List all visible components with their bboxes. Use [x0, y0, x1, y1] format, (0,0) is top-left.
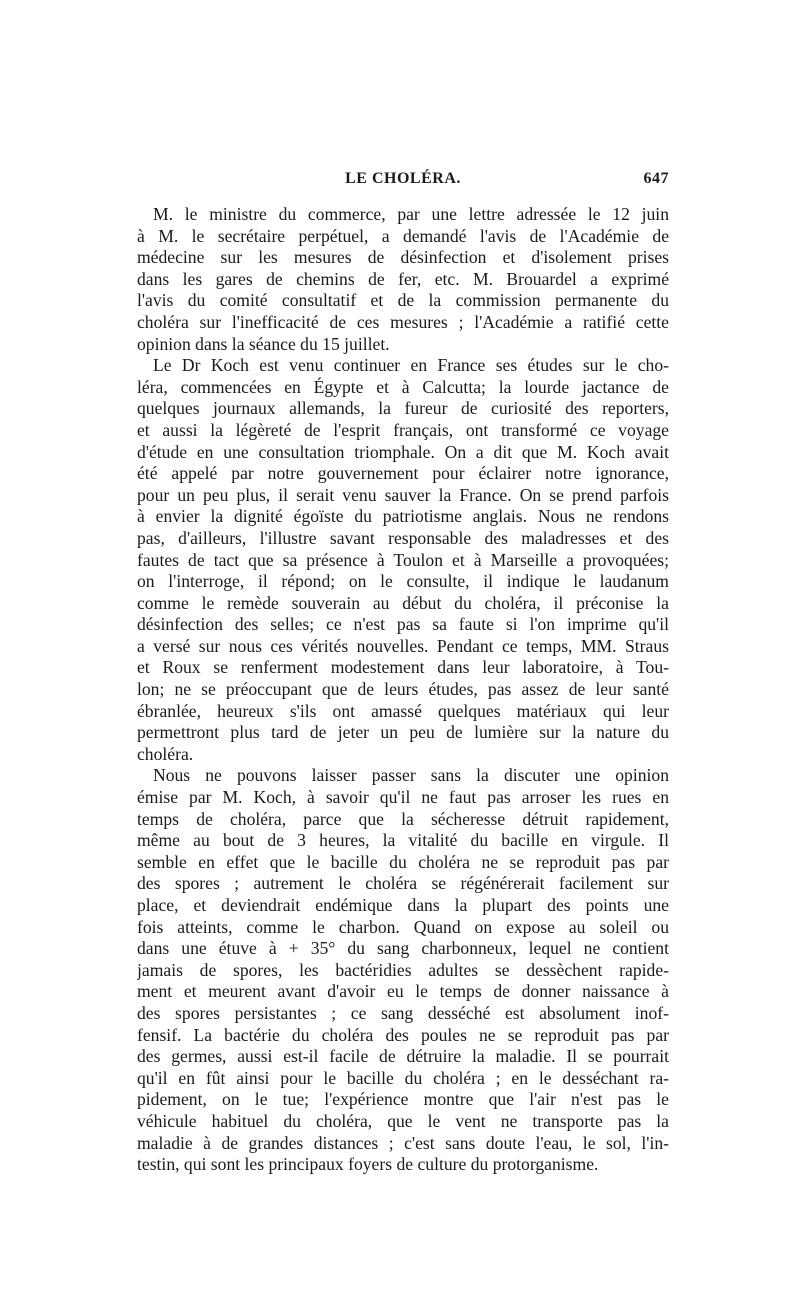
text-line: place, et deviendrait endémique dans la plupart des points une — [137, 895, 669, 915]
text-line: et Roux se renferment modestement dans leur laboratoire, à Tou- — [137, 657, 669, 678]
text-line: ment et meurent avant d'avoir eu le temps de donner naissance à — [137, 981, 669, 1002]
text-line: véhicule habituel du choléra, que le vent ne transporte pas la — [137, 1110, 669, 1131]
paragraph — [137, 204, 669, 355]
text-line: même au bout de 3 heures, la vitalité du bacille en virgule. Il — [137, 830, 669, 851]
text-line: testin, qui sont les principaux foyers de culture du protorganisme. — [137, 1154, 599, 1175]
text-line: l'avis du comité consultatif et de la commission permanente du — [137, 290, 669, 311]
text-line: des germes, aussi est-il facile de détruire la maladie. Il se pourrait — [137, 1046, 669, 1067]
text-line: choléra sur l'inefficacité de ces mesures ; l'Académie a ratifié cette — [137, 311, 669, 332]
body-text — [137, 204, 669, 1176]
text-line: d'étude en une consultation triomphale. On a dit que M. Koch avait — [137, 441, 669, 462]
text-line: été appelé par notre gouvernement pour éclairer notre ignorance, — [137, 463, 669, 484]
text-line: semble en effet que le bacille du choléra ne se reproduit pas par — [137, 851, 669, 872]
text-line: fensif. La bactérie du choléra des poules ne se reproduit pas par — [137, 1024, 669, 1045]
text-line: dans les gares de chemins de fer, etc. M. Brouardel a exprimé — [137, 268, 669, 289]
text-line: des spores ; autrement le choléra se régénérerait facilement sur — [137, 873, 669, 894]
text-line: à envier la dignité égoïste du patriotisme anglais. Nous ne rendons — [137, 506, 669, 527]
text-line: et aussi la légèreté de l'esprit français, ont transformé ce voyage — [137, 419, 669, 440]
running-title: LE CHOLÉRA. — [345, 170, 461, 187]
text-line: ébranlée, heureux s'ils ont amassé quelques matériaux qui leur — [137, 700, 669, 721]
text-line: qu'il en fût ainsi pour le bacille du choléra ; en le desséchant ra- — [137, 1067, 669, 1088]
book-page — [137, 170, 669, 1176]
text-line: lon; ne se préoccupant que de leurs études, pas assez de leur santé — [137, 679, 669, 700]
text-line: choléra. — [137, 743, 194, 764]
text-line: maladie à de grandes distances ; c'est sans doute l'eau, le sol, l'in- — [137, 1132, 669, 1153]
text-line: dans une étuve à + 35° du sang charbonneux, lequel ne contient — [137, 938, 669, 959]
page-number: 647 — [643, 170, 669, 187]
text-line: des spores persistantes ; ce sang desséché est absolument inof- — [137, 1002, 669, 1023]
text-line: on l'interroge, il répond; on le consulte, il indique le laudanum — [137, 571, 669, 592]
text-line: fois atteints, comme le charbon. Quand on expose au soleil ou — [137, 916, 669, 937]
text-line: jamais de spores, les bactéridies adultes se dessèchent rapide- — [137, 959, 669, 980]
text-line: désinfection des selles; ce n'est pas sa faute si l'on imprime qu'il — [137, 614, 669, 635]
text-line: Nous ne pouvons laisser passer sans la discuter une opinion — [153, 765, 669, 786]
text-line: Le Dr Koch est venu continuer en France ses études sur le cho- — [153, 355, 669, 376]
text-line: fautes de tact que sa présence à Toulon et à Marseille a provoquées; — [137, 549, 669, 570]
text-line: émise par M. Koch, à savoir qu'il ne faut pas arroser les rues en — [137, 787, 669, 808]
text-line: temps de choléra, parce que la sécheresse détruit rapidement, — [137, 808, 669, 829]
paragraph — [137, 765, 669, 1175]
text-line: léra, commencées en Égypte et à Calcutta; la lourde jactance de — [137, 376, 669, 397]
text-line: médecine sur les mesures de désinfection et d'isolement prises — [137, 247, 669, 268]
text-line: à M. le secrétaire perpétuel, a demandé l'avis de l'Académie de — [137, 225, 669, 246]
text-line: opinion dans la séance du 15 juillet. — [137, 333, 390, 354]
text-line: quelques journaux allemands, la fureur de curiosité des reporters, — [137, 398, 669, 419]
text-line: comme le remède souverain au début du choléra, il préconise la — [137, 592, 669, 613]
text-line: a versé sur nous ces vérités nouvelles. Pendant ce temps, MM. Straus — [137, 635, 669, 656]
text-line: pas, d'ailleurs, l'illustre savant responsable des maladresses et des — [137, 527, 669, 548]
text-line: pidement, on le tue; l'expérience montre que l'air n'est pas le — [137, 1089, 669, 1110]
text-line: pour un peu plus, il serait venu sauver la France. On se prend parfois — [137, 484, 669, 505]
paragraph — [137, 355, 669, 765]
text-line: M. le ministre du commerce, par une lettre adressée le 12 juin — [153, 204, 669, 224]
text-line: permettront plus tard de jeter un peu de lumière sur la nature du — [137, 722, 669, 743]
running-head — [137, 170, 669, 196]
